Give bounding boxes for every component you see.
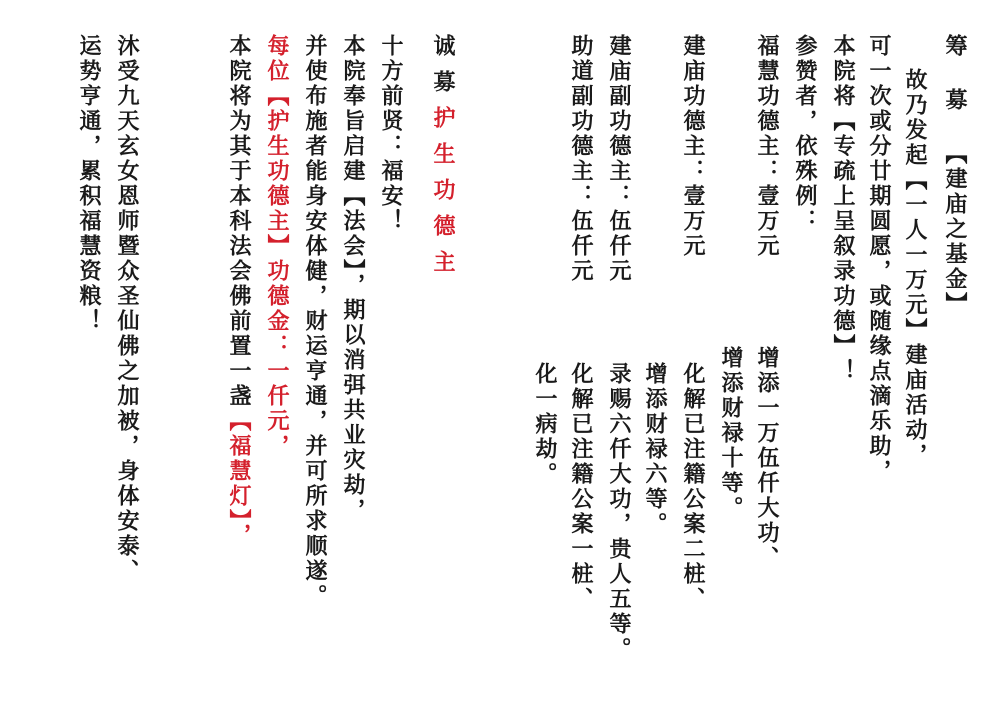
- donor-blessing-line: 并使布施者能身安体健，财运亨通，并可所求顺遂。: [302, 34, 328, 609]
- salutation-line: 十方前贤：福安！: [378, 34, 404, 234]
- fuhui-tier-merit: 增添一万伍仟大功、: [754, 346, 780, 571]
- temple-tier-merit-2: 增添财禄六等。: [642, 362, 668, 537]
- participants-intro: 参赞者，依殊例：: [792, 34, 818, 234]
- vice-dao-tier-amount: 助道副功德主：伍仟元: [568, 34, 594, 284]
- fundraising-heading: 筹 募 【建庙之基金】: [942, 34, 968, 317]
- lamp-offering-line: [224, 34, 254, 548]
- dharma-assembly-line: 本院奉旨启建【法会】，期以消弭共业灾劫，: [340, 34, 366, 523]
- vice-dao-tier-merit-2: 化一病劫。: [532, 362, 558, 487]
- temple-tier-amount: 建庙功德主：壹万元: [680, 34, 706, 259]
- merit-record-line: 本院将【专疏上呈叙录功德】！: [830, 34, 856, 384]
- fuhui-tier-amount: 福慧功德主：壹万元: [754, 34, 780, 259]
- closing-line: 运势亨通，累积福慧资粮！: [76, 34, 102, 334]
- protector-fee-line: 每位【护生功德主】功德金：一仟元，: [264, 34, 290, 459]
- fuhui-tier-merit-2: 增添财禄十等。: [718, 346, 744, 521]
- solicit-word: 诚募: [430, 34, 456, 106]
- fuhui-lamp-label: 【福慧灯】，: [226, 409, 252, 548]
- payment-option-line: 可一次或分廿期圆愿，或随缘点滴乐助，: [866, 34, 892, 484]
- blessing-line: 沐受九天玄女恩师暨众圣仙佛之加被，身体安泰、: [114, 34, 140, 584]
- lamp-offering-text: 本院将为其于本科法会佛前置一盏: [226, 34, 252, 409]
- vice-temple-tier-amount: 建庙副功德主：伍仟元: [606, 34, 632, 284]
- vice-temple-tier-merit: 录赐六仟大功，贵人五等。: [606, 362, 632, 662]
- vice-dao-tier-merit: 化解已注籍公案一桩、: [568, 362, 594, 612]
- campaign-line: 故乃发起【一人一万元】建庙活动，: [902, 68, 928, 468]
- protector-title: 护生功德主: [430, 106, 456, 286]
- solicit-heading: [428, 34, 458, 286]
- temple-tier-merit: 化解已注籍公案二桩、: [680, 362, 706, 612]
